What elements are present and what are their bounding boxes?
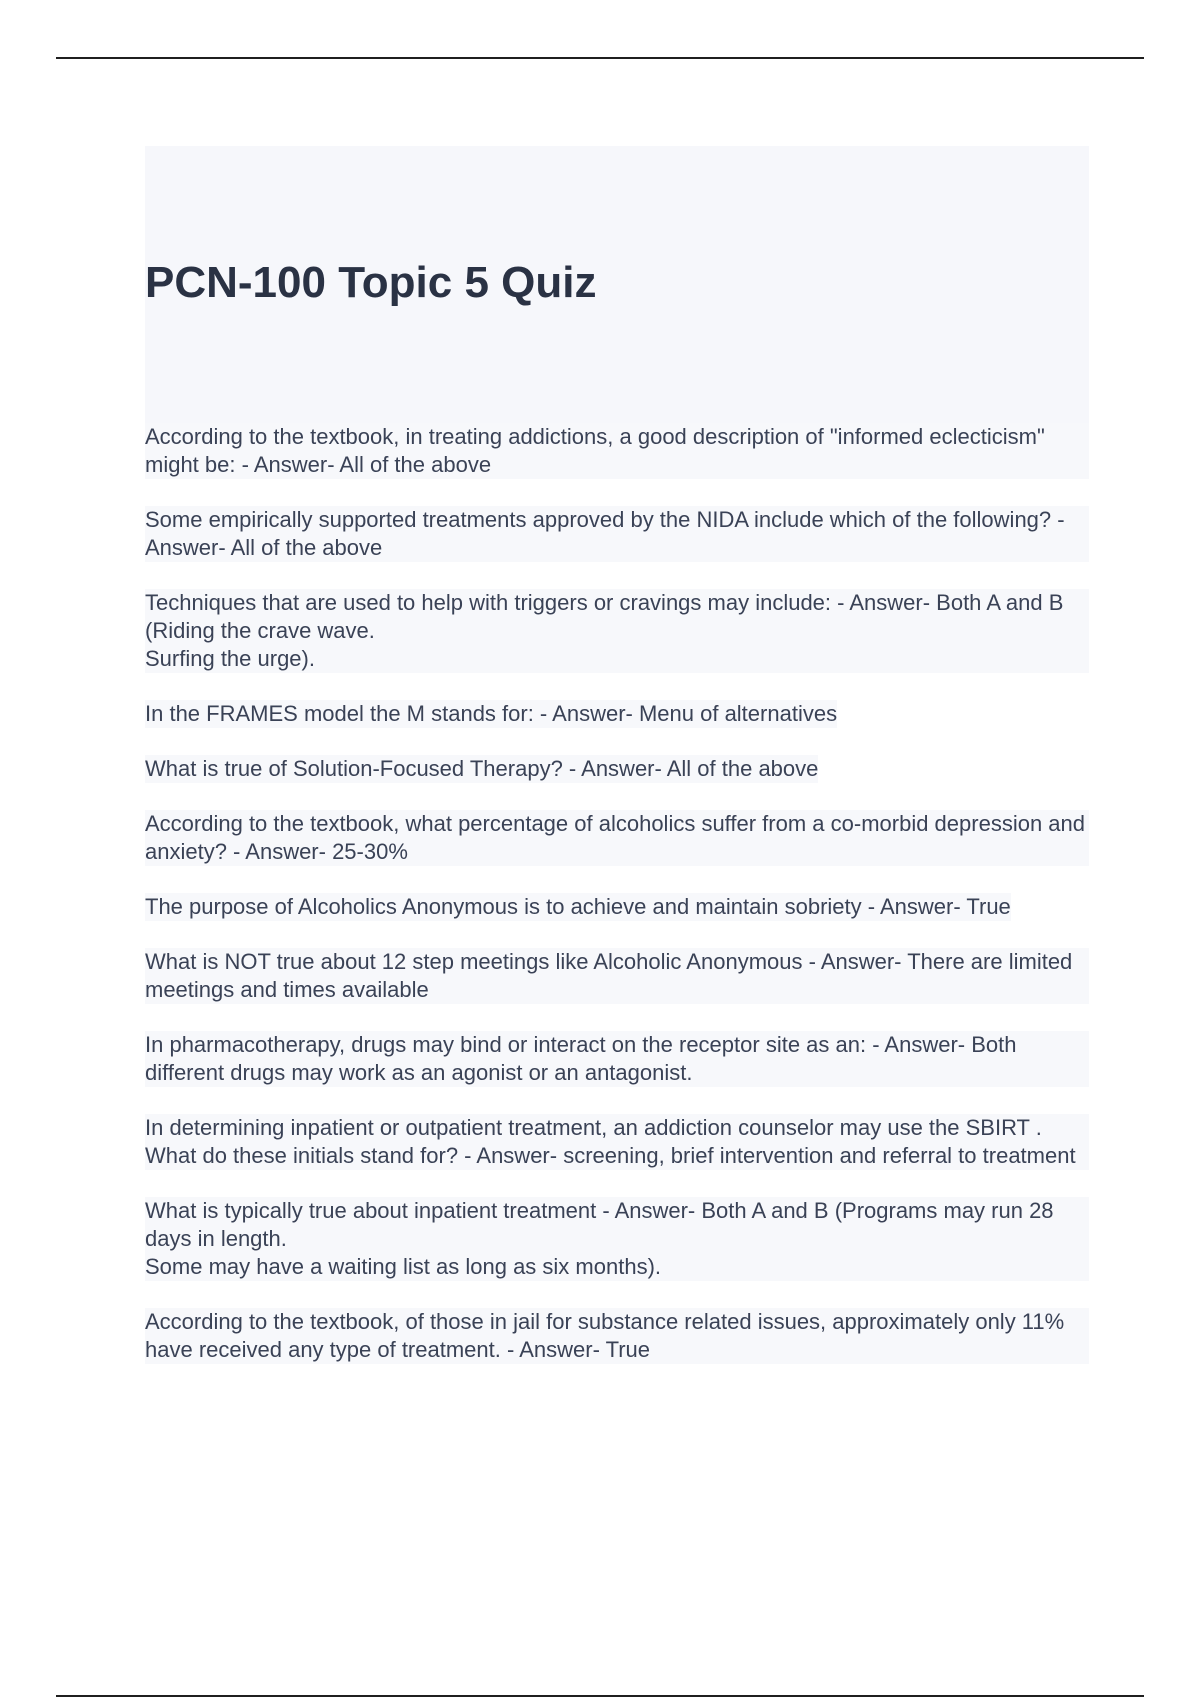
qa-item: According to the textbook, what percentage of alcoholics suffer from a co-morbid depression and anxiety? - Answer- 25-30% xyxy=(145,810,1089,866)
qa-item: In pharmacotherapy, drugs may bind or interact on the receptor site as an: - Answer- Both different drugs may work as an agonist or an antagonist. xyxy=(145,1031,1089,1087)
qa-list xyxy=(145,423,1089,1391)
top-rule xyxy=(56,57,1144,59)
qa-item: What is typically true about inpatient treatment - Answer- Both A and B (Programs may run 28 days in length. Some may have a waiting list as long as six months). xyxy=(145,1197,1089,1281)
qa-item: According to the textbook, in treating addictions, a good description of "informed eclecticism" might be: - Answer- All of the above xyxy=(145,423,1089,479)
bottom-rule xyxy=(56,1695,1144,1697)
qa-item: In the FRAMES model the M stands for: - Answer- Menu of alternatives xyxy=(145,701,838,726)
qa-item: The purpose of Alcoholics Anonymous is to achieve and maintain sobriety - Answer- True xyxy=(145,894,1011,919)
document-title: PCN-100 Topic 5 Quiz xyxy=(145,258,597,307)
qa-item: What is true of Solution-Focused Therapy? - Answer- All of the above xyxy=(145,756,819,781)
qa-item: Some empirically supported treatments approved by the NIDA include which of the following? - Answer- All of the above xyxy=(145,506,1089,562)
qa-item: What is NOT true about 12 step meetings like Alcoholic Anonymous - Answer- There are limited meetings and times available xyxy=(145,948,1089,1004)
title-block xyxy=(145,146,1089,423)
qa-item: In determining inpatient or outpatient treatment, an addiction counselor may use the SBIRT . What do these initials stand for? - Answer- screening, brief intervention and referral to treatment xyxy=(145,1114,1089,1170)
qa-item: Techniques that are used to help with triggers or cravings may include: - Answer- Both A and B (Riding the crave wave. Surfing the urge). xyxy=(145,589,1089,673)
qa-item: According to the textbook, of those in jail for substance related issues, approximately only 11% have received any type of treatment. - Answer- True xyxy=(145,1308,1089,1364)
